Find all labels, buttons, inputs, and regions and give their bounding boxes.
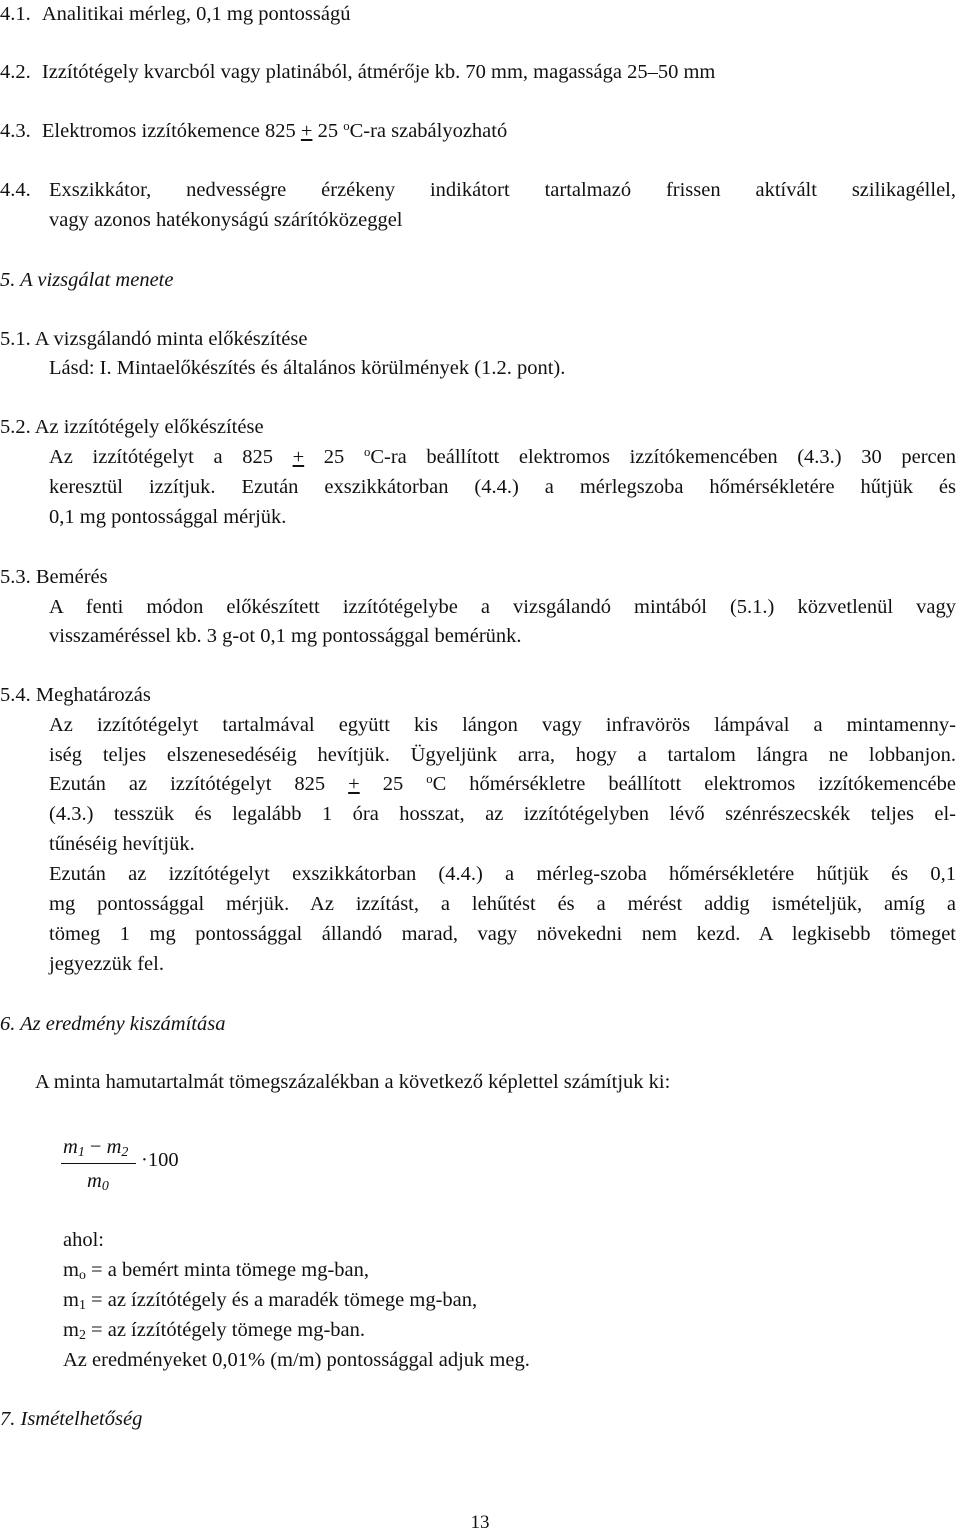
subscript: o: [78, 1267, 86, 1283]
item-4-1: [0, 4, 350, 25]
mass-symbol: m: [106, 1136, 122, 1158]
item-4-2: [0, 62, 715, 83]
item-text-part: 25: [312, 120, 344, 142]
section-6-heading: 6. Az eredmény kiszámítása: [0, 1013, 226, 1035]
plus-minus-sign: +: [300, 120, 313, 142]
section-5-4-line-3: [49, 774, 956, 795]
item-4-4: [0, 180, 31, 201]
formula-numerator: [63, 1136, 128, 1159]
text-part: C hőmérsékletre beállított elektromos izzítókemencébe: [432, 773, 956, 795]
definition-m1: [63, 1290, 477, 1311]
section-5-2-line-3: 0,1 mg pontossággal mérjük.: [49, 506, 287, 528]
section-6-intro: A minta hamutartalmát tömegszázalékban a következő képlettel számítjuk ki:: [35, 1071, 671, 1093]
definition-m2: [63, 1320, 365, 1341]
section-5-2-title: 5.2. Az izzítótégely előkészítése: [0, 416, 264, 438]
section-5-4-line-9: jegyezzük fel.: [49, 953, 164, 975]
factor-value: 100: [147, 1149, 179, 1171]
section-5-4-title: 5.4. Meghatározás: [0, 684, 151, 706]
fraction-bar: [61, 1163, 136, 1164]
section-5-heading: 5. A vizsgálat menete: [0, 269, 174, 291]
section-5-3-title: 5.3. Bemérés: [0, 566, 108, 588]
subscript: 1: [78, 1297, 86, 1313]
formula-multiplier: [141, 1149, 179, 1172]
minus-sign: −: [89, 1136, 102, 1158]
section-5-4-line-4: (4.3.) tesszük és legalább 1 óra hosszat, az izzítótégelyben lévő szénrészecskék teljes el-: [49, 803, 956, 825]
mass-symbol: m: [87, 1170, 102, 1192]
subscript: 2: [121, 1144, 129, 1160]
ash-content-formula: [61, 1132, 191, 1192]
multiply-dot: ·: [141, 1149, 148, 1171]
mass-symbol: m: [63, 1136, 78, 1158]
result-precision-note: Az eredményeket 0,01% (m/m) pontossággal adjuk meg.: [63, 1349, 530, 1371]
item-number: 4.2.: [0, 61, 31, 83]
item-text: Izzítótégely kvarcból vagy platinából, átmérője kb. 70 mm, magassága 25–50 mm: [41, 61, 716, 83]
item-4-4-line-2: vagy azonos hatékonyságú szárítóközeggel: [49, 209, 403, 231]
section-5-4-line-7: mg pontossággal mérjük. Az izzítást, a lehűtést és a mérést addig ismételjük, amíg a: [49, 893, 956, 915]
mass-symbol: m: [63, 1319, 79, 1341]
page-number: 13: [470, 1512, 490, 1533]
item-4-4-line-1: Exszikkátor, nedvességre érzékeny indikátort tartalmazó frissen aktívált szilikagéllel,: [49, 179, 956, 201]
definition-text: = az ízzítótégely tömege mg-ban.: [85, 1319, 366, 1341]
definition-text: = az ízzítótégely és a maradék tömege mg-ban,: [85, 1289, 478, 1311]
section-5-2-line-1: [49, 447, 956, 468]
degree-sign: o: [363, 445, 371, 460]
definition-text: = a bemért minta tömege mg-ban,: [85, 1259, 370, 1281]
text-part: Ezután az izzítótégelyt 825: [49, 773, 349, 795]
item-text-part: Elektromos izzítókemence 825: [41, 120, 301, 142]
subscript: 2: [78, 1327, 86, 1343]
item-4-3: [0, 121, 507, 142]
section-5-4-line-1: Az izzítótégelyt tartalmával együtt kis lángon vagy infravörös lámpával a mintamenny-: [49, 714, 956, 736]
mass-symbol: m: [63, 1259, 79, 1281]
section-5-2-line-2: keresztül izzítjuk. Ezután exszikkátorban (4.4.) a mérlegszoba hőmérsékletére hűtjük és: [49, 476, 956, 498]
section-5-3-line-2: visszaméréssel kb. 3 g-ot 0,1 mg pontossággal bemérünk.: [49, 625, 522, 647]
text-part: 25: [304, 446, 364, 468]
text-part: 25: [359, 773, 427, 795]
section-5-3-line-1: A fenti módon előkészített izzítótégelybe a vizsgálandó mintából (5.1.) közvetlenül vagy: [49, 596, 956, 618]
formula-denominator: [87, 1170, 109, 1193]
plus-minus-sign: +: [292, 446, 305, 468]
subscript: 1: [77, 1144, 85, 1160]
subscript: 0: [101, 1178, 109, 1194]
definition-m0: [63, 1260, 369, 1281]
item-number: 4.4.: [0, 179, 31, 201]
item-text: Analitikai mérleg, 0,1 mg pontosságú: [41, 3, 351, 25]
item-text-part: C-ra szabályozható: [349, 120, 508, 142]
section-5-4-line-5: tűnéséig hevítjük.: [49, 833, 195, 855]
section-5-4-line-2: iség teljes elszenesedéséig hevítjük. Ügyeljünk arra, hogy a tartalom lángra ne lobbanjon.: [49, 744, 956, 766]
section-5-1-title: 5.1. A vizsgálandó minta előkészítése: [0, 328, 308, 350]
where-label: ahol:: [63, 1229, 104, 1251]
section-5-4-line-6: Ezután az izzítótégelyt exszikkátorban (4.4.) a mérleg-szoba hőmérsékletére hűtjük és 0,1: [49, 863, 956, 885]
degree-sign: o: [343, 119, 350, 134]
text-part: Az izzítótégelyt a 825: [49, 446, 293, 468]
mass-symbol: m: [63, 1289, 79, 1311]
section-5-4-line-8: tömeg 1 mg pontossággal állandó marad, vagy növekedni nem kezd. A legkisebb tömeget: [49, 923, 956, 945]
plus-minus-sign: +: [348, 773, 360, 795]
item-number: 4.3.: [0, 120, 31, 142]
section-5-1-body: Lásd: I. Mintaelőkészítés és általános körülmények (1.2. pont).: [49, 357, 566, 379]
item-number: 4.1.: [0, 3, 31, 25]
text-part: C-ra beállított elektromos izzítókemencében (4.3.) 30 percen: [370, 446, 957, 468]
section-7-heading: 7. Ismételhetőség: [0, 1408, 143, 1430]
degree-sign: o: [426, 772, 433, 787]
